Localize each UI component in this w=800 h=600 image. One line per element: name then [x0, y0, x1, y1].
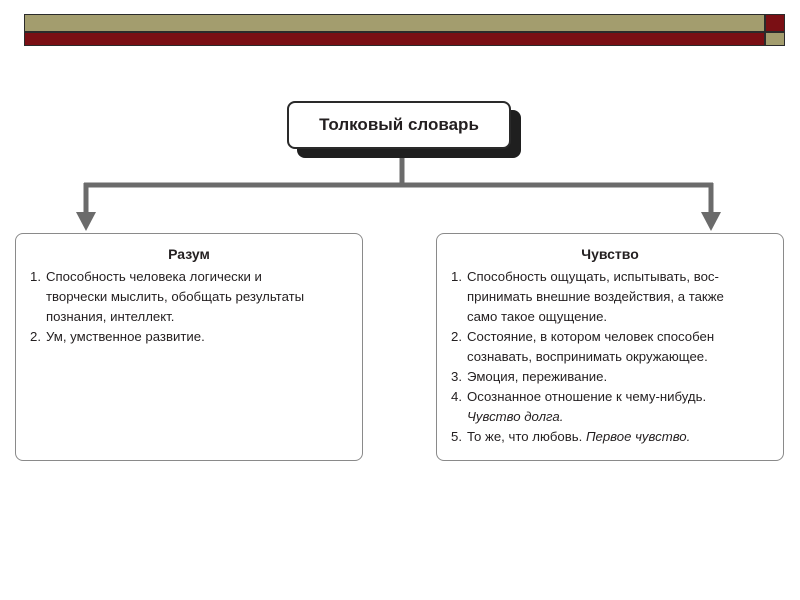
arrowhead-left: [76, 212, 96, 231]
list-item: 2. Состояние, в котором человек способен сознавать, воспринимать окружающее.: [451, 329, 715, 364]
diagram-title: Толковый словарь: [319, 115, 479, 134]
list-item: 1. Способность человека логически и творчески мыслить, обобщать результаты познания, интеллект.: [30, 269, 305, 324]
example-text: Чувство долга.: [467, 409, 564, 424]
list-item: 2. Ум, умственное развитие.: [30, 329, 205, 344]
definition-heading: Разум: [168, 246, 210, 262]
definition-list: [30, 267, 348, 347]
definition-box-razum: [15, 233, 363, 461]
list-item: 5. То же, что любовь. Первое чувство.: [451, 429, 691, 444]
example-text: Первое чувство.: [585, 429, 691, 444]
list-item: 4. Осознанное отношение к чему-нибудь. Чувство долга.: [451, 389, 707, 424]
title-box: [287, 101, 511, 149]
definition-box-chuvstvo: [436, 233, 784, 461]
list-item: 3. Эмоция, переживание.: [451, 369, 608, 384]
arrowhead-right: [701, 212, 721, 231]
definition-list: [451, 267, 769, 447]
definition-heading: Чувство: [581, 246, 639, 262]
list-item: 1. Способность ощущать, испытывать, вос- принимать внешние воздействия, а также само такое ощущение.: [451, 269, 724, 324]
